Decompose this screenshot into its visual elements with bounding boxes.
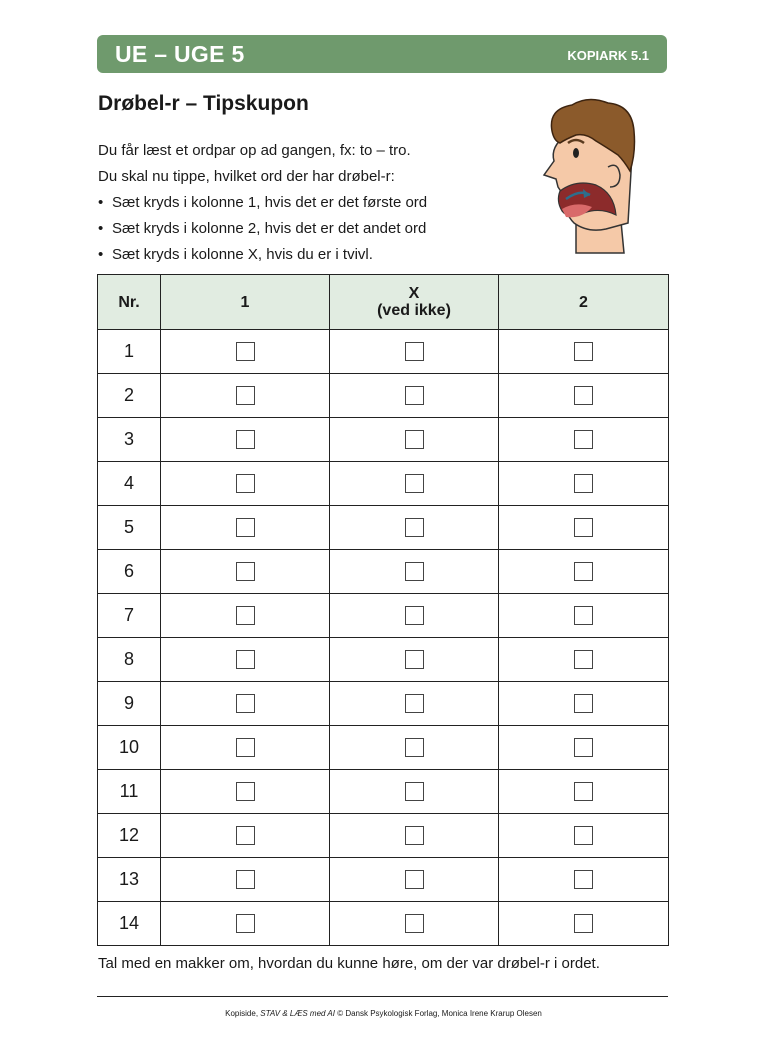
checkbox-column-1[interactable]: [236, 650, 255, 669]
cell-column-x: [330, 418, 499, 462]
credit-title: STAV & LÆS med AI: [260, 1009, 335, 1018]
checkbox-column-x[interactable]: [405, 826, 424, 845]
table-row: [98, 814, 669, 858]
cell-column-1: [161, 506, 330, 550]
checkbox-column-1[interactable]: [236, 782, 255, 801]
cell-column-1: [161, 682, 330, 726]
cell-column-x: [330, 638, 499, 682]
checkbox-column-x[interactable]: [405, 474, 424, 493]
column-header-x: [330, 275, 499, 330]
row-number: 8: [98, 638, 161, 682]
cell-column-2: [499, 726, 669, 770]
head-profile-open-mouth-uvula-icon: [536, 95, 636, 255]
cell-column-1: [161, 330, 330, 374]
table-row: [98, 418, 669, 462]
checkbox-column-1[interactable]: [236, 518, 255, 537]
copyright-credit: [0, 1009, 767, 1018]
credit-prefix: Kopiside,: [225, 1009, 261, 1018]
table-row: [98, 330, 669, 374]
column-header-x-label: X: [408, 285, 420, 302]
cell-column-2: [499, 858, 669, 902]
cell-column-1: [161, 594, 330, 638]
checkbox-column-x[interactable]: [405, 562, 424, 581]
cell-column-2: [499, 550, 669, 594]
row-number: 9: [98, 682, 161, 726]
cell-column-1: [161, 462, 330, 506]
table-row: [98, 462, 669, 506]
table-row: [98, 506, 669, 550]
checkbox-column-1[interactable]: [236, 386, 255, 405]
table-row: [98, 726, 669, 770]
page-title: Drøbel-r – Tipskupon: [98, 92, 309, 115]
table-row: [98, 638, 669, 682]
cell-column-x: [330, 374, 499, 418]
row-number: 4: [98, 462, 161, 506]
cell-column-x: [330, 550, 499, 594]
row-number: 6: [98, 550, 161, 594]
checkbox-column-x[interactable]: [405, 650, 424, 669]
cell-column-2: [499, 814, 669, 858]
cell-column-2: [499, 330, 669, 374]
checkbox-column-1[interactable]: [236, 694, 255, 713]
cell-column-x: [330, 814, 499, 858]
banner-title: UE – UGE 5: [115, 41, 245, 67]
row-number: 1: [98, 330, 161, 374]
cell-column-1: [161, 858, 330, 902]
table-row: [98, 550, 669, 594]
row-number: 2: [98, 374, 161, 418]
cell-column-2: [499, 902, 669, 946]
table-row: [98, 374, 669, 418]
checkbox-column-2[interactable]: [574, 474, 593, 493]
intro-line-1: Du får læst et ordpar op ad gangen, fx: to – tro.: [98, 142, 411, 159]
cell-column-1: [161, 418, 330, 462]
cell-column-1: [161, 550, 330, 594]
row-number: 7: [98, 594, 161, 638]
checkbox-column-2[interactable]: [574, 826, 593, 845]
checkbox-column-x[interactable]: [405, 518, 424, 537]
cell-column-2: [499, 682, 669, 726]
checkbox-column-2[interactable]: [574, 738, 593, 757]
footer-divider: [97, 996, 668, 997]
column-header-2: 2: [499, 275, 669, 330]
cell-column-1: [161, 726, 330, 770]
cell-column-x: [330, 858, 499, 902]
checkbox-column-1[interactable]: [236, 606, 255, 625]
header-banner: [97, 35, 667, 73]
table-header-row: [98, 275, 669, 330]
cell-column-x: [330, 902, 499, 946]
checkbox-column-1[interactable]: [236, 474, 255, 493]
cell-column-x: [330, 726, 499, 770]
column-header-x-sublabel: (ved ikke): [377, 302, 451, 319]
checkbox-column-1[interactable]: [236, 430, 255, 449]
checkbox-column-x[interactable]: [405, 430, 424, 449]
checkbox-column-x[interactable]: [405, 914, 424, 933]
row-number: 13: [98, 858, 161, 902]
cell-column-2: [499, 770, 669, 814]
checkbox-column-2[interactable]: [574, 870, 593, 889]
row-number: 11: [98, 770, 161, 814]
cell-column-x: [330, 462, 499, 506]
cell-column-x: [330, 506, 499, 550]
checkbox-column-2[interactable]: [574, 386, 593, 405]
row-number: 14: [98, 902, 161, 946]
cell-column-2: [499, 374, 669, 418]
cell-column-x: [330, 682, 499, 726]
cell-column-1: [161, 638, 330, 682]
checkbox-column-x[interactable]: [405, 738, 424, 757]
checkbox-column-2[interactable]: [574, 562, 593, 581]
checkbox-column-x[interactable]: [405, 782, 424, 801]
cell-column-1: [161, 814, 330, 858]
table-row: [98, 594, 669, 638]
table-row: [98, 858, 669, 902]
cell-column-2: [499, 506, 669, 550]
table-row: [98, 682, 669, 726]
instruction-item: • Sæt kryds i kolonne 1, hvis det er det første ord: [98, 190, 427, 216]
credit-suffix: © Dansk Psykologisk Forlag, Monica Irene Krarup Olesen: [334, 1009, 542, 1018]
cell-column-x: [330, 330, 499, 374]
row-number: 3: [98, 418, 161, 462]
cell-column-2: [499, 638, 669, 682]
cell-column-1: [161, 902, 330, 946]
row-number: 5: [98, 506, 161, 550]
checkbox-column-1[interactable]: [236, 914, 255, 933]
checkbox-column-x[interactable]: [405, 342, 424, 361]
checkbox-column-2[interactable]: [574, 342, 593, 361]
cell-column-1: [161, 770, 330, 814]
cell-column-2: [499, 462, 669, 506]
checkbox-column-2[interactable]: [574, 694, 593, 713]
table-row: [98, 770, 669, 814]
cell-column-x: [330, 770, 499, 814]
checkbox-column-1[interactable]: [236, 826, 255, 845]
instruction-item: • Sæt kryds i kolonne 2, hvis det er det andet ord: [98, 216, 427, 242]
row-number: 10: [98, 726, 161, 770]
checkbox-column-x[interactable]: [405, 870, 424, 889]
checkbox-column-x[interactable]: [405, 694, 424, 713]
checkbox-column-1[interactable]: [236, 342, 255, 361]
intro-line-2: Du skal nu tippe, hvilket ord der har drøbel-r:: [98, 168, 395, 185]
checkbox-column-2[interactable]: [574, 606, 593, 625]
column-header-1: 1: [161, 275, 330, 330]
discussion-prompt: Tal med en makker om, hvordan du kunne høre, om der var drøbel-r i ordet.: [98, 955, 600, 972]
table-row: [98, 902, 669, 946]
checkbox-column-x[interactable]: [405, 386, 424, 405]
checkbox-column-x[interactable]: [405, 606, 424, 625]
checkbox-column-1[interactable]: [236, 870, 255, 889]
checkbox-column-2[interactable]: [574, 518, 593, 537]
checkbox-column-2[interactable]: [574, 650, 593, 669]
cell-column-2: [499, 418, 669, 462]
instructions: [98, 138, 427, 268]
tips-coupon-table: [97, 274, 669, 946]
row-number: 12: [98, 814, 161, 858]
checkbox-column-2[interactable]: [574, 430, 593, 449]
instruction-list: [98, 190, 427, 268]
checkbox-column-1[interactable]: [236, 562, 255, 581]
checkbox-column-1[interactable]: [236, 738, 255, 757]
worksheet-code: KOPIARK 5.1: [567, 48, 649, 63]
checkbox-column-2[interactable]: [574, 782, 593, 801]
checkbox-column-2[interactable]: [574, 914, 593, 933]
instruction-item: • Sæt kryds i kolonne X, hvis du er i tvivl.: [98, 242, 427, 268]
cell-column-2: [499, 594, 669, 638]
cell-column-x: [330, 594, 499, 638]
cell-column-1: [161, 374, 330, 418]
column-header-nr: Nr.: [98, 275, 161, 330]
